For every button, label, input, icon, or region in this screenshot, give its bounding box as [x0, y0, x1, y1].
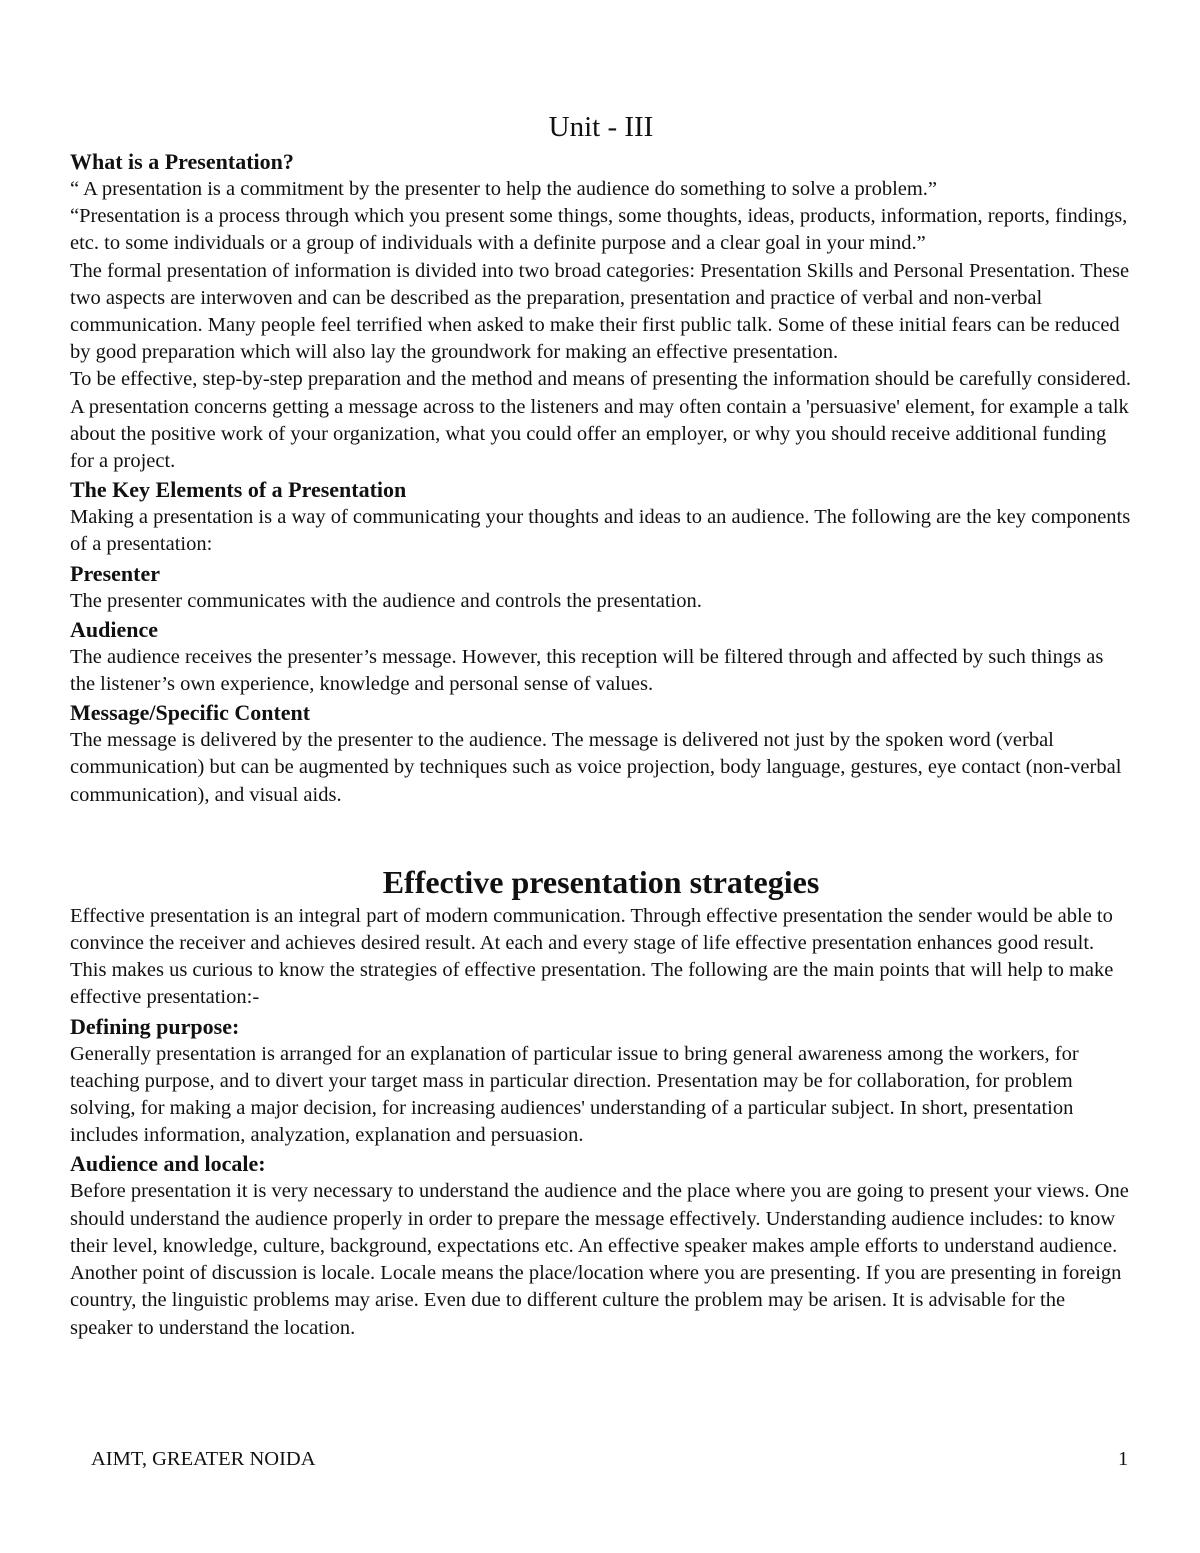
paragraph-formal-presentation: The formal presentation of information is divided into two broad categories: Presentation Skills and Personal Presentation. These two aspects are interwoven and can be described as the preparation, presentation and practice of verbal and non-verbal communication. Many people feel terrified when asked to make their first public talk. Some of these initial fears can be reduced by good preparation which will also lay the groundwork for making an effective presentation. — [70, 259, 1130, 364]
definition-quote-1: “ A presentation is a commitment by the presenter to help the audience do something to solve a problem.” — [70, 178, 938, 200]
unit-title: Unit - III — [548, 111, 654, 143]
heading-presenter: Presenter — [70, 560, 160, 586]
heading-what-is-presentation: What is a Presentation? — [70, 149, 294, 174]
paragraph-defining-purpose: Generally presentation is arranged for an explanation of particular issue to bring general awareness among the workers, for teaching purpose, and to divert your target mass in particular direction. Presentation may be for collaboration, for problem solving, for making a major decision, for increasing audiences' understanding of a particular subject. In short, presentation includes information, analyzation, explanation and persuasion. — [70, 1042, 1079, 1147]
document-page — [70, 107, 1132, 1342]
section-title-strategies: Effective presentation strategies — [382, 863, 820, 900]
paragraph-audience-locale-1: Before presentation it is very necessary to understand the audience and the place where you are going to present your views. One should understand the audience properly in order to prepare the message effectively. Understanding audience includes: to know their level, knowledge, culture, background, expectations etc. An effective speaker makes ample efforts to understand audience. — [70, 1180, 1129, 1257]
section-spacer — [70, 809, 1132, 861]
paragraph-audience-locale-2: Another point of discussion is locale. Locale means the place/location where you are presenting. If you are presenting in foreign country, the linguistic problems may arise. Even due to different culture the problem may be arisen. It is advisable for the speaker to understand the location. — [70, 1262, 1122, 1339]
paragraph-audience: The audience receives the presenter’s message. However, this reception will be filtered through and affected by such things as the listener’s own experience, knowledge and personal sense of values. — [70, 645, 1104, 696]
paragraph-strategies-intro: Effective presentation is an integral part of modern communication. Through effective presentation the sender would be able to convince the receiver and achieves desired result. At each and every stage of life effective presentation enhances good result. This makes us curious to know the strategies of effective presentation. The following are the main points that will help to make effective presentation:- — [70, 904, 1114, 1009]
paragraph-key-elements-intro: Making a presentation is a way of communicating your thoughts and ideas to an audience. The following are the key components of a presentation: — [70, 506, 1131, 556]
heading-audience: Audience — [70, 616, 158, 642]
paragraph-message: The message is delivered by the presenter to the audience. The message is delivered not just by the spoken word (verbal communication) but can be augmented by techniques such as voice projection, body language, gestures, eye contact (non-verbal communication), and visual aids. — [70, 729, 1122, 806]
footer-page-number: 1 — [1118, 1448, 1129, 1470]
definition-quote-2: “Presentation is a process through which you present some things, some thoughts, ideas, products, information, reports, findings, etc. to some individuals or a group of individuals with a definite purpose and a clear goal in your mind.” — [70, 205, 1128, 255]
paragraph-to-be-effective: To be effective, step-by-step preparation and the method and means of presenting the information should be carefully considered. A presentation concerns getting a message across to the listeners and may often contain a 'persuasive' element, for example a talk about the positive work of your organization, what you could offer an employer, or why you should receive additional funding for a project. — [70, 368, 1131, 473]
heading-key-elements: The Key Elements of a Presentation — [70, 477, 407, 503]
footer-institution: AIMT, GREATER NOIDA — [91, 1448, 316, 1470]
paragraph-presenter: The presenter communicates with the audience and controls the presentation. — [70, 589, 702, 612]
heading-defining-purpose: Defining purpose: — [70, 1013, 240, 1039]
heading-audience-locale: Audience and locale: — [70, 1151, 266, 1177]
heading-message: Message/Specific Content — [70, 700, 311, 726]
